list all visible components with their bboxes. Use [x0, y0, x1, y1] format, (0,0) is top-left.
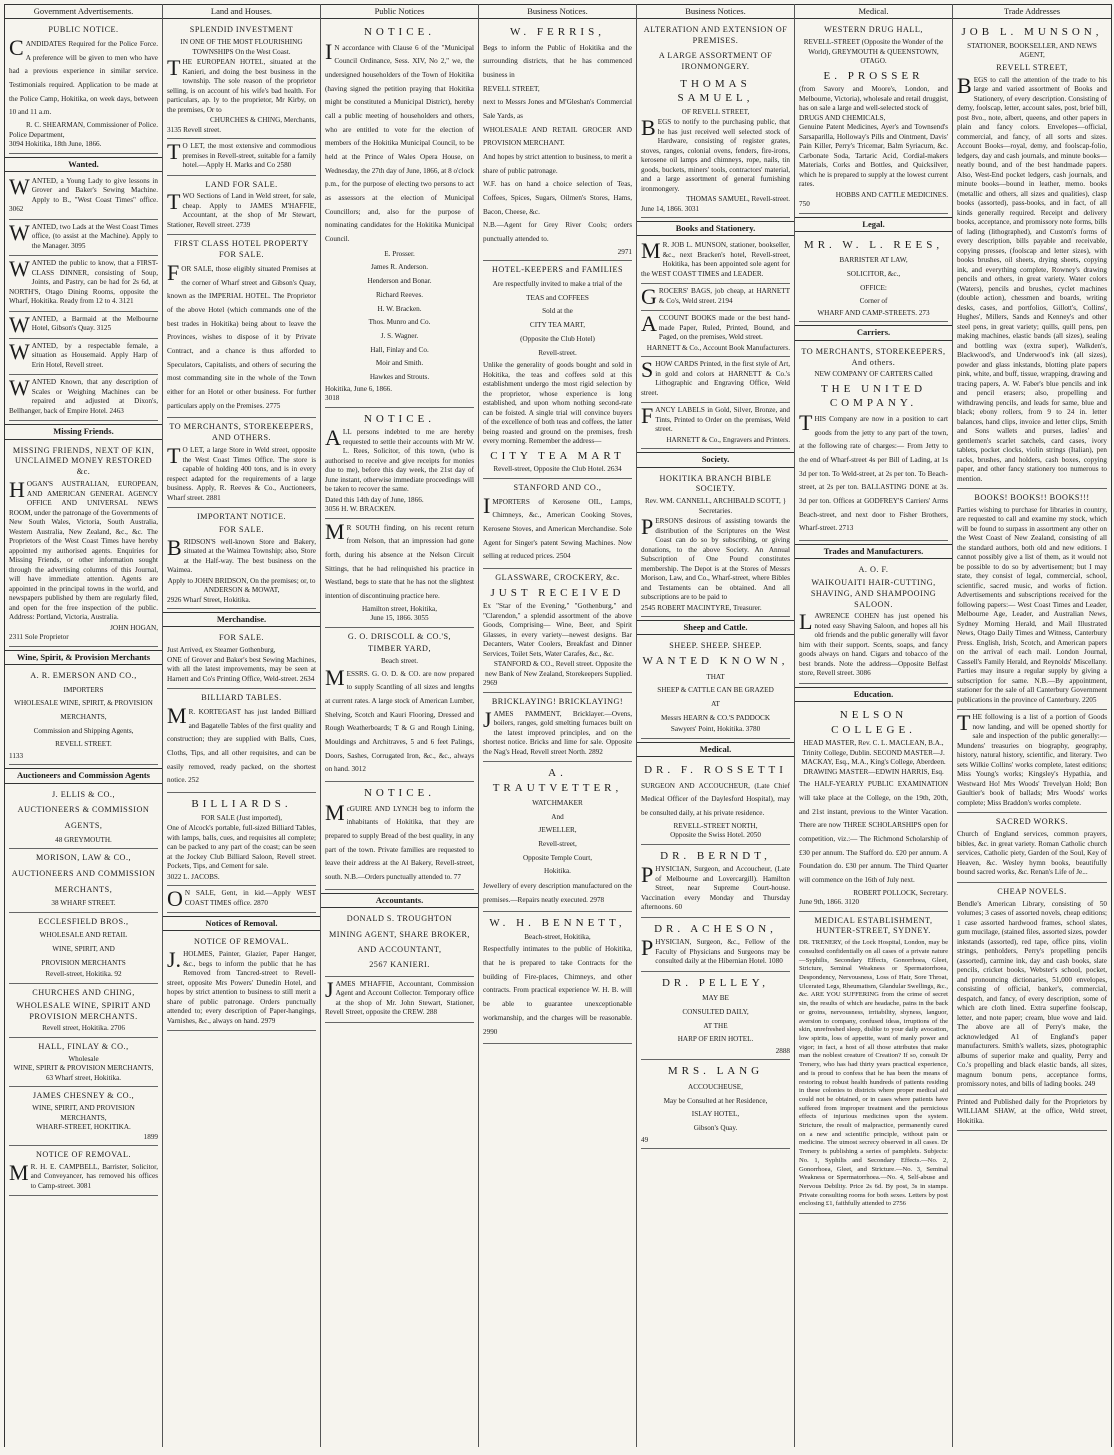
- ad-mrs-lang: [641, 1060, 790, 1149]
- ad-cheap-novels: [957, 883, 1107, 1095]
- ad-hair-saloon: [799, 561, 948, 684]
- ad-title: BRICKLAYING! BRICKLAYING!: [491, 696, 624, 706]
- ad-number: 2969: [483, 679, 498, 688]
- ad-mr-south: [325, 519, 474, 628]
- ad-body: IN accordance with Clause 6 of the "Municipal Council Ordinance, Sess. XIV, No 2," we, the undersigned householders of the Town of Hokitika (having signed the petition praying that Hokitika might be constituted a Municipal District), hereby call a public meeting of householders and others, who are entitled to vote for the election of members of the Hokitika Municipal Council, to be held at the Prince of Wales Opera House, on Wednesday, the 27th day of June, 1866, at 8 o'clock p.m., for the purpose of electing two persons to act as assessors at the election of Municipal Councillors; and, also for the purpose of nominating candidates for the Hokitika Municipal Council.: [325, 38, 474, 244]
- ad-date: June 15, 1866. 3055: [370, 614, 429, 623]
- ad-number: 49: [641, 1135, 649, 1144]
- ad-pelley: [641, 972, 790, 1061]
- ad-address: WHARF AND CAMP-STREETS. 273: [817, 308, 930, 317]
- ad-address: 2567 KANIERI.: [369, 959, 430, 969]
- ad-subtitle: FOR SALE (Just imported),: [200, 813, 283, 822]
- section-head-merchandise: Merchandise.: [163, 612, 320, 627]
- ad-body: MR. H. E. CAMPBELL, Barrister, Solicitor, and Conveyancer, has removed his offices to Camp-street. 3081: [9, 1159, 158, 1190]
- ad-ellis: [9, 786, 158, 849]
- signer: Thos. Munro and Co.: [368, 318, 431, 327]
- ad-subtitle: STATIONER, BOOKSELLER, AND NEWS AGENT,: [967, 41, 1097, 60]
- ad-body: FANCY LABELS in Gold, Silver, Bronze, and Tints, Printed to Order on the premises, Weld street.: [641, 403, 790, 434]
- ad-body: JAMES M'HAFFIE, Accountant, Commission Agent and Account Collector. Temporary office at the shop of Mr. John Stewart, Stationer, Revell Street, opposite the CREW. 288: [325, 976, 474, 1017]
- ad-head: GLASSWARE, CROCKERY, &c.: [495, 572, 620, 582]
- ad-subtitle: Are respectfully invited to make a trial of the TEAS and COFFEES Sold at the CITY TEA MART, (Opposite the Club Hotel) Revell-street.: [492, 280, 623, 357]
- section-head-books: Books and Stationery.: [637, 221, 794, 236]
- ad-body: MAY BE CONSULTED DAILY, AT THE HARP OF ERIN HOTEL.: [677, 994, 754, 1044]
- ad-body: WANTED, two Lads at the West Coast Times office, (to assist at the Machine). Apply to the Manager. 3095: [9, 219, 158, 250]
- ad-title: W. H. BENNETT,: [489, 917, 626, 930]
- section-head-wine: Wine, Spirit, & Provision Merchants: [5, 650, 162, 665]
- ad-title: JOB L. MUNSON,: [961, 26, 1103, 39]
- ad-body: Jewellery of every description manufactured on the premises.—Repairs neatly executed. 2978: [483, 882, 632, 904]
- ad-stanford: [483, 479, 632, 569]
- ad-subtitle: A LARGE ASSORTMENT OF IRONMONGERY.: [658, 50, 773, 71]
- ad-body: WANTED the public to know, that a FIRST-CLASS DINNER, consisting of Soup, Joints, and Pastry, can be had for 2s 6d, at NORTH'S, Otago Dining Rooms, opposite the Wharf, Hokitika. Ready from 12 to 4. 3121: [9, 256, 158, 306]
- ad-fancy-labels: [641, 403, 790, 449]
- ad-chesney: [9, 1087, 158, 1146]
- ad-body: Bendle's American Library, consisting of 50 volumes; 3 cases of assorted novels, cheap editions; 1 case assorted hardwood frames, school slates, gum mucilage, (stained files, assorted sizes, powder inkstands (assorted), red tape, office pins, violin strings, penholders, Perry's propelling pencils (assorted), carmine ink, day and cash books, slate pencils, cricket books, Webster's school, pocket, and pronouncing dictionaries, 51,000 envelopes, consisting of official, banker's, commercial, despatch, and fancy, of every description, some of which are cloth lined. Extra superfine foolscap, letter, and note paper; cream, blue wove and laid. The above are all of Perry's make, the acknowledged A1 of England's paper manufacturers. Smith's wallets, sizes, photographic albums of superior make and quality, Perry and Co.'s propelling and black elastic bands, all sizes, magnum bonum pens, acceptance forms, promissory notes, and bills of lading books. 249: [957, 899, 1107, 1089]
- ad-dept: Police Department,: [9, 130, 65, 139]
- ad-goods-list: [957, 710, 1107, 813]
- ad-title: FIRST CLASS HOTEL PROPERTY FOR SALE.: [174, 239, 309, 260]
- ad-footer: Opposite the Swiss Hotel. 2050: [670, 831, 761, 840]
- ad-body: BRIDSON'S well-known Store and Bakery, situated at the Waimea Township; also, Store at the Half-way. The best business on the Waimea.: [167, 534, 316, 575]
- ad-body: The HALF-YEARLY PUBLIC EXAMINATION will take place at the College, on the 19th, 20th, and 21st instant, previous to the Winter Vacation. There are now THREE SCHOLARSHIPS open for competition, viz.:— The Richmond Scholarship of £30 per annum. The Stafford do. £20 per annum. A Foundation do. £30 per annum. The Third Quarter will commence on the 16th of July next.: [799, 780, 948, 884]
- ad-wanted-3: [9, 256, 158, 312]
- ad-title: NOTICE.: [363, 412, 436, 425]
- section-head-missing: Missing Friends.: [5, 424, 162, 439]
- ad-address: Revell-street, Hokitika. 92: [45, 970, 122, 979]
- ad-body: Church of England services, common prayers, bibles, &c. in great variety. Roman Catholic church services, Catholic piety, Garden of the Soul, Key of Heaven, &c. Wesley hymn books, beautifully bound sacred works, &c. Renan's Life of Je...: [957, 830, 1107, 877]
- ad-name: E. PROSSER: [823, 69, 924, 82]
- ad-date: Hokitika, June 6, 1866.: [325, 384, 393, 393]
- column-5: [637, 4, 795, 1447]
- ad-title: HOKITIKA BRANCH BIBLE SOCIETY.: [659, 473, 772, 494]
- ad-wanted-5: [9, 339, 158, 376]
- ad-address: 48 GREYMOUTH.: [55, 835, 112, 844]
- section-head-public-notices: Public Notices: [321, 4, 478, 19]
- ad-title: MISSING FRIENDS, NEXT OF KIN, UNCLAIMED MONEY RESTORED &c.: [12, 445, 155, 477]
- ad-body: AUCTIONEERS & COMMISSION AGENTS,: [17, 805, 150, 831]
- column-4: [479, 4, 637, 1447]
- ad-body: SURGEON AND ACCOUCHEUR, (Late Chief Medical Officer of the Daylesford Hospital), may be consulted daily, at his private residence.: [641, 781, 790, 817]
- ad-title: NOTICE OF REMOVAL.: [193, 937, 290, 947]
- ad-number: 1133: [9, 751, 24, 760]
- signer: James R. Anderson.: [370, 263, 429, 272]
- ad-body: BARRISTER AT LAW, SOLICITOR, &c., OFFICE: Corner of: [839, 256, 908, 306]
- ad-address: REVELL-STREET NORTH,: [673, 821, 758, 830]
- section-head-removal: Notices of Removal.: [163, 916, 320, 931]
- ad-title: A. O. F.: [858, 565, 889, 575]
- ad-troughton: [325, 910, 474, 977]
- ad-body: LAWRENCE COHEN has just opened his noted easy Shaving Saloon, and hopes all his old friends and the public generally will favor him with their support. Scents, soaps, and fancy goods always on hand. Cigars and tobacco of the best brands. Note the address—Opposite Belfast store, Revell street. 3086: [799, 609, 948, 678]
- ad-name: THOMAS SAMUEL,: [677, 77, 754, 105]
- ad-body: WANTED, by a respectable female, a situation as Housemaid. Apply Harp of Erin Hotel, Revell street.: [9, 338, 158, 369]
- ad-body: AUCTIONEERS AND COMMISSION MERCHANTS,: [11, 868, 156, 894]
- ad-name: THE UNITED COMPANY.: [820, 382, 927, 410]
- newspaper-page: [4, 4, 1112, 1447]
- ad-date: June 14, 1866. 3031: [641, 204, 700, 213]
- section-head-sheep: Sheep and Cattle.: [637, 620, 794, 635]
- ad-wanted-1: [9, 174, 158, 220]
- signer-list: [325, 248, 474, 385]
- ad-body: MINING AGENT, SHARE BROKER, AND ACCOUNTANT,: [329, 929, 470, 955]
- ad-title: A. TRAUTVETTER,: [492, 767, 623, 794]
- ad-address: Revell-street, Opposite the Club Hotel. 2634: [493, 465, 622, 474]
- ad-body: WHOLESALE WINE, SPIRIT AND PROVISION MERCHANTS.: [16, 1000, 151, 1021]
- ad-glassware: [483, 569, 632, 693]
- section-head-education: Education.: [795, 687, 952, 702]
- ad-public-notice: [9, 21, 158, 153]
- ad-title: SACRED WORKS.: [995, 817, 1069, 827]
- ad-body: Unlike the generality of goods bought and sold in Hokitika, the teas and coffees sold at this establishment undergo the most rigid selection by the proprietor, whose experience is long established, and upon whom nothing second-rate can be foisted. A single trial will convince buyers of the excellence of both teas and coffees, the latter being roasted and ground on the premises, fresh every morning. Remember the address—: [483, 361, 632, 446]
- ad-title: HALL, FINLAY & CO.,: [38, 1041, 129, 1051]
- ad-address: 63 Wharf street, Hokitika.: [45, 1073, 122, 1082]
- signer: H. W. Bracken.: [377, 304, 422, 313]
- ad-berndt: [641, 845, 790, 918]
- ad-title: ECCLESFIELD BROS.,: [38, 916, 129, 926]
- section-head-medical: Medical.: [637, 742, 794, 757]
- ad-body: TWO Sections of Land in Weld street, for sale, cheap. Apply to JAMES M'HAFFIE, Accountant, at the shop of Mr Stewart, Stationer, Revell street. 2739: [167, 189, 316, 229]
- ad-title: SPLENDID INVESTMENT: [189, 25, 294, 35]
- ad-title: DR. ACHESON,: [654, 922, 777, 935]
- ad-churches-ching: [9, 984, 158, 1038]
- section-head-business: Business Notices.: [479, 4, 636, 19]
- ad-ecclesfield: [9, 913, 158, 984]
- ad-title: J. ELLIS & CO.,: [52, 789, 115, 799]
- ad-title: IMPORTANT NOTICE.: [196, 512, 287, 522]
- section-head-trade-addresses: Trade Addresses: [953, 4, 1111, 19]
- ad-trenery: [799, 912, 948, 1214]
- ad-bennett: [483, 912, 632, 1044]
- ad-title: DONALD S. TROUGHTON: [346, 913, 453, 923]
- ad-western-drug-hall: [799, 21, 948, 213]
- signer: Richard Reeves.: [375, 290, 424, 299]
- ad-body: PHYSICIAN, Surgeon, and Accoucheur, (Late of Melbourne and Lovercargill). Hamilton Street, near Supreme Court-house. Vaccination every Monday and Thursday afternoons. 60: [641, 862, 790, 912]
- ad-signature: JOHN HOGAN,: [110, 623, 158, 632]
- ad-subtitle: WAIKOUAITI HAIR-CUTTING, SHAVING, AND SHAMPOOING SALOON.: [810, 577, 937, 609]
- ad-title: CHURCHES AND CHING,: [32, 987, 135, 997]
- ad-signature: 3056 H. W. BRACKEN.: [325, 505, 396, 514]
- ad-body: J.HOLMES, Painter, Glazier, Paper Hanger, &c., begs to inform the public that he has Removed from Tancred-street to Revell-street, opposite Mrs Powers' Dunedin Hotel, and hopes by strict attention to business to still merit a share of public patronage. Orders punctually attended to; every description of Paper-hangings, Varnishes, &c., always on hand. 2979: [167, 947, 316, 1025]
- ad-subtitle: FOR SALE.: [219, 524, 264, 534]
- ad-title: ALTERATION AND EXTENSION OF PREMISES.: [643, 25, 788, 46]
- ad-title: MRS. LANG: [667, 1065, 764, 1078]
- ad-title: WESTERN DRUG HALL,: [824, 25, 923, 35]
- ad-footer: 3135 Revell street.: [167, 125, 222, 134]
- ad-number: 2888: [775, 1046, 790, 1055]
- ad-body: ON SALE, Gent, in kid.—Apply WEST COAST TIMES office. 2870: [167, 886, 316, 912]
- ad-address: OF REVELL STREET,: [681, 107, 750, 116]
- signer: Henderson and Bonar.: [367, 277, 432, 286]
- ad-munson-agent: [641, 238, 790, 284]
- ad-body: CANDIDATES Required for the Police Force. A preference will be given to men who have had a previous experience in similar service. Testimonials required. Application to be made at the Police Camp, Hokitika, on week days, between 10 and 11 a.m.: [9, 35, 158, 117]
- ad-united-company: [799, 343, 948, 541]
- column-2: [163, 4, 321, 1447]
- section-head-legal: Legal.: [795, 217, 952, 232]
- ad-account-books: [641, 311, 790, 357]
- ad-body: Begs to inform the Public of Hokitika and the surrounding districts, that he has commenced business in REVELL STREET, next to Messrs Jones and M'Gleshan's Commercial Sale Yards, as WHOLESALE AND RETAIL GROCER AND PROVISION MERCHANT. And hopes by strict attention to business, to merit a share of public patronage. W.F. has on hand a choice selection of Teas, Coffees, Spices, Sugars, Oilmen's Stores, Hams, Bacon, Cheese, &c. N.B.—Agent for Grey River Cools; orders punctually attended to.: [483, 43, 632, 244]
- ad-subtitle: TIMBER YARD,: [367, 644, 431, 654]
- ad-number: 2971: [617, 247, 632, 256]
- ad-body: ACCOUCHEUSE, May be Consulted at her Residence, ISLAY HOTEL, Gibson's Quay.: [663, 1082, 768, 1132]
- ad-morison: [9, 849, 158, 912]
- ad-address: Beach-street, Hokitika,: [524, 932, 591, 941]
- ad-staff: HEAD MASTER, Rev. C. L. MACLEAN, B.A., Trinity College, Dublin. SECOND MASTER—J. MACKAY, Esq., M.A., King's College, Aberdeen. DRAWING MASTER—EDWIN HARRIS, Esq.: [801, 739, 946, 776]
- ad-body: WHOLESALE AND RETAIL WINE, SPIRIT, AND PROVISION MERCHANTS: [39, 931, 128, 967]
- ad-body: THIS Company are now in a position to cart goods from the jetty to any part of the town, at the following rate of charges:— From Jetty to the end of Wharf-street 4s per Bill of Lading, at 1s 3d per ton. To Weld-street, at 2s per ton. To Beach-street, at 2s per ton. BALLASTING DONE at 3s. 3d per ton. Offices at GODFREY'S Carriers' Arms Beach-street, and next door to Fisher Brothers, Wharf-street. 2713: [799, 409, 948, 533]
- ad-wanted-4: [9, 312, 158, 339]
- ad-address: 38 WHARF STREET.: [51, 899, 116, 908]
- ad-footer: 3022 L. JACOBS.: [167, 872, 220, 881]
- ad-title: PUBLIC NOTICE.: [48, 25, 119, 35]
- ad-signature: HARNETT & Co., Engravers and Printers.: [666, 435, 790, 444]
- section-head-accountants: Accountants.: [321, 893, 478, 908]
- ad-body: ALL persons indebted to me are hereby requested to settle their accounts with Mr W. L. Rees, Solicitor, of this town, (who is authorised to receive and give receipts for monies due to me), before this day week, the 21st day of June instant, otherwise immediate proceedings will be taken to recover the same.: [325, 425, 474, 494]
- imprint-text: Printed and Published daily for the Proprietors by WILLIAM SHAW, at the office, Weld street, Hokitika.: [957, 1097, 1107, 1125]
- ad-body: IMPORTERS WHOLESALE WINE, SPIRIT, & PROVISION MERCHANTS, Commission and Shipping Agents, REVELL STREET.: [14, 685, 153, 749]
- ad-land-for-sale: [167, 176, 316, 236]
- ad-munson: [957, 21, 1107, 489]
- ad-body: THAT SHEEP & CATTLE CAN BE GRAZED AT Messrs HEARN & CO.'S PADDOCK: [657, 672, 774, 722]
- ad-title: SHEEP. SHEEP. SHEEP.: [669, 641, 762, 651]
- ad-show-cards: [641, 357, 790, 403]
- ad-municipal-notice: [325, 21, 474, 407]
- ad-sacred-works: [957, 813, 1107, 882]
- ad-wanted-2: [9, 220, 158, 257]
- signer: E. Prosser.: [384, 249, 415, 258]
- ad-to-merchants: [167, 418, 316, 508]
- ad-title: NOTICE OF REMOVAL.: [35, 1150, 132, 1160]
- ad-subtitle: NEW COMPANY OF CARTERS Called: [814, 370, 933, 379]
- ad-books: [957, 489, 1107, 710]
- ad-body: DR. TRENERY, of the Lock Hospital, London, may be consulted confidentially on all cases of a private nature—Syphilis, Secondary Effects, Gonorrhoea, Gleet, Stricture, Seminal Weakness or Spermatorrhoea, Despondency, Nervousness, Loss of Hair, Sore Throat, Ulcerated Legs, Rheumatism, Glandular Swellings, &c., &c. ARE YOU SUFFERING from the crime of secret sin, the results of which are headache, pains in the back or groins, nervousness, irritability, shyness, languor, aversion to company, confused ideas, irruptions of the skin, unrefreshed sleep, dislike to your daily avocation, low spirits, loss of appetite, want of manly power and vigor; in fact, a host of all those attributes that make man the noblest creature of Creation? If so, consult Dr Trenery, who has had thirty years practical experience, and is proud to confess that he has been the means of restoring to robust health hundreds of patients residing in these colonies to districts where proper medical aid could not be obtained, or in cases where patients have suffered from improper treatment and the pernicious effects of injurious medicines upon the system. Stricture, the result of malpractice, permanently cured on a new and scientific principle, without pain or medicine. The utmost secrecy observed in all cases. Dr Trenery is publishing a series of pamphlets. Subjects: No. 1, Syphilis and Secondary Effects.—No. 2, Gonorrhoea, Gleet, and Stricture.—No. 3, Seminal Weakness or Spermatorrhoea.—No. 4, Self-abuse and Nervous Debility. Price 2s 6d. By post, 3s in stamps. Private consulting rooms for both sexes. Letters by post enclosing £1, faithfully attended to 2756: [799, 939, 948, 1208]
- ad-signature: THOMAS SAMUEL, Revell-street.: [686, 195, 790, 204]
- ad-number: 3018: [325, 394, 340, 403]
- ad-body: PHYSICIAN, Surgeon, &c., Fellow of the Faculty of Physicians and Surgeons may be consulted daily at the Hibernian Hotel. 1080: [641, 935, 790, 966]
- signer: Hall, Finlay and Co.: [370, 345, 429, 354]
- ad-number: 750: [799, 200, 810, 209]
- ad-body: BEGS to call the attention of the trade to his large and varied assortment of Books and Stationery, of every description. Consisting of demy, foolscap, letter, account sales, post, brief bill, post 8vo., note, albert, queens, and other papers in plain and fancy colors. Envelopes—official, commercial, and fancy, of all sorts and sizes. Account Books—royal, demy, and foolscap-folio, ledgers, day and cash journals, and minute books—neatly bound, and of the best handmade papers. Also, West-End pocket ledgers, cash journals, and minute books—bound in leather, memo. books (metallic and others, all sizes and qualities), clasp books (assorted), pass-books, and in fact, of all kinds generally required. Receipt and delivery books, acceptance, and promissory note forms, bills of lading (lithographed), and Custom's forms of every description, bills payable and receivable, copying presses, (foolscap and letter sizes), with books brushes, oil sheets, drying sheets, copying ink, and everything complete, Rowney's drawing pencils and others, in great variety. Water colors (Waters), pencils and brushes, cyclet machines (double action), chessmen and boards, writing desks, cases, and portfolios, Gillott's, Collins', Hughes', Millers, Sands and Kenney's and other steel pens, in great variety; quills, quill pens, pen making machines, elastic bands (all sizes), sealing and bottling wax (extra super), Walkden's, Blackwood's, and Underwood's ink (all sizes), powder and glass inkstands, blotting plate papers pink, white, and buff, tissue, wrapping, drawing and tracing papers, A. W. Faber's blue pencils and ink and pencil erasers; also, propelling and withdrawing pencils, and leads for same, blue and black; ebony rollers, from 9 to 24 in. letter balances, hand clips, invoice and letter clips, Smith and Sons wallets and purses, ladies' and gentlemen's scarlet satchels, card cases, ivory tablets, pocket clocks, violin strings (Italian), pen racks, brushes, and holders, cash boxes, copying paper, and other fancy stationery too numerous to mention.: [957, 72, 1107, 483]
- section-head-business-2: Business Notices.: [637, 4, 794, 19]
- ad-title: BOOKS! BOOKS!! BOOKS!!!: [974, 493, 1090, 503]
- ad-footer: 2311 Sole Proprietor: [9, 633, 69, 641]
- ad-title: DR. F. ROSSETTI: [644, 764, 787, 777]
- ad-title: BILLIARD TABLES.: [201, 693, 282, 703]
- ad-signature: STANFORD & CO., Revell street. Opposite the new Bank of New Zealand, Storekeepers Supplied.: [485, 660, 632, 678]
- ad-bible-society: [641, 470, 790, 618]
- ad-subtitle: WATCHMAKER And JEWELLER, Revell-street, Opposite Temple Court, Hokitika.: [522, 799, 593, 876]
- ad-title: G. O. DRISCOLL & CO.'S,: [347, 631, 452, 641]
- ad-nelson-college: [799, 704, 948, 911]
- ad-to-let: [167, 139, 316, 176]
- ad-trautvetter: [483, 762, 632, 912]
- ad-footer: 2926 Wharf Street, Hokitika.: [167, 595, 251, 604]
- ad-signature: R. C. SHEARMAN, Commissioner of Police.: [26, 121, 158, 130]
- ad-driscoll: [325, 628, 474, 783]
- ad-signature: CHURCHES & CHING, Merchants,: [209, 116, 316, 125]
- ad-body: WANTED, a Young Lady to give lessons in Grover and Baker's Sewing Machine. Apply to B., "West Coast Times" office. 3062: [9, 173, 158, 214]
- ad-body: HOGAN'S AUSTRALIAN, EUROPEAN, AND AMERICAN GENERAL AGENCY OFFICE AND UNIVERSAL NEWS ROOM, under the patronage of the Governments of New South Wales, Victoria, South Australia, Western Australia, New Zealand, &c., &c. The Proprietors of the West Coast Times have hereby appointed my authorised agents. Enquiries for Missing Friends, or other information sought through the advertising columns of this Journal, will have immediate attention. Agents are appointed in the principal towns in the world, and newspapers published by them are regularly filed, and open for the free inspection of the public. Address: Portland, Victoria, Australia.: [9, 477, 158, 621]
- ad-title: MR. W. L. REES,: [803, 238, 944, 251]
- ad-address: Beach street.: [380, 657, 419, 666]
- ad-title: A. R. EMERSON AND CO.,: [30, 670, 137, 680]
- ad-address: WHARF-STREET, HOKITIKA.: [36, 1123, 131, 1132]
- ad-city-tea-mart: [483, 261, 632, 478]
- ad-date: Dated this 14th day of June, 1866.: [325, 495, 424, 504]
- ad-body: Ex "Star of the Evening," "Gothenburg," and "Clarendon," a splendid assortment of the above Goods, Comprising— Wine, Beer, and Spirit Glasses, in every variety—newest designs. Bar Decanters, Water Coolers, Breakfast and Dinner Services, Toilet Sets, Water Carafes, &c., &c.: [483, 602, 632, 658]
- ad-subtitle: IN ONE OF THE MOST FLOURISHING TOWNSHIPS On the West Coast.: [180, 38, 303, 56]
- ad-important-notice: [167, 508, 316, 609]
- ad-address: Revell street, Hokitika. 2706: [42, 1024, 125, 1033]
- ad-title: LAND FOR SALE.: [205, 179, 278, 189]
- ad-removal: [9, 1146, 158, 1196]
- section-head-trades: Trades and Manufacturers.: [795, 544, 952, 559]
- ad-billiard-tables: [167, 689, 316, 793]
- column-6: [795, 4, 953, 1447]
- ad-body: Parties wishing to purchase for libraries in country, are requested to call and examine my stock, which will be found to surpass in assortment any other on the West Coast of New Zealand, consisting of all the standard authors, both old and new editions. I cannot possibly give a list of them, as it would not be possible to do so by advertisement; but I may state, they consist of legal, commercial, school, scientific, sacred music, and works of fiction. Advertisements and subscriptions received for the following papers:— West Coast Times and Leader, Melbourne Age, Leader, and Australian News, Sydney Morning Herald, and Mail Illustrated News, Otago Daily Times and Witness, Canterbury Press. English, Irish, Scotch, and American papers on the arrival of each mail. London Journal, Cassell's Family Herald, and Reynolds' Miscellany. Parties may insure a regular supply by giving a subscription for same. N.B.—By appointment, stationer for the sale of all Canterbury Government publications in the province of Canterbury. 2205: [957, 505, 1107, 704]
- ad-body: PERSONS desirous of assisting towards the distribution of the Scriptures on the West Coast can do so by subscribing, or giving donations, to the above Society. An Annual Subscription of One Pound constitutes membership. The Depot is at the Stores of Messrs Morison, Law, and Co., Wharf-street, where Bibles and Testaments can be obtained. And all subscriptions are to be paid to: [641, 514, 790, 602]
- section-head-auctioneers: Auctioneers and Commission Agents: [5, 768, 162, 783]
- ad-body: TO LET, a large Store in Weld street, opposite the West Coast Times Office. The store is capable of holding 400 tons, and is in every respect adapted for the requirements of a large business. Apply, R. Reeves & Co., Auctioneers, Wharf street. 2881: [167, 443, 316, 502]
- ad-bracken-notice: [325, 408, 474, 519]
- ad-rees: [799, 234, 948, 323]
- ad-gent-on-sale: [167, 886, 316, 913]
- ad-apply: Apply to JOHN BRIDSON, On the premises; or, to: [167, 576, 316, 585]
- ad-body: MR SOUTH finding, on his recent return from Nelson, that an impression had gone forth, during his absence at the Nelson Circuit Sittings, that he had relinquished his practice in Westland, begs to state that he has not the slightest intention of discontinuing practice here.: [325, 518, 474, 600]
- ad-number: 1899: [143, 1132, 158, 1141]
- ad-missing-friends: [9, 442, 158, 647]
- ad-body: MR. KORTEGAST has just landed Billiard and Bagatelle Tables of the first quality and construction; they are supplied with Balls, Cues, Cloths, Tips, and all other requisites, and can be easily removed, ready packed, on the shortest notice. 252: [167, 703, 316, 785]
- section-head-government: Government Advertisements.: [5, 4, 162, 19]
- ad-title: TO MERCHANTS, STOREKEEPERS, And others.: [801, 346, 946, 367]
- ad-body: Wholesale WINE, SPIRIT & PROVISION MERCHANTS,: [13, 1054, 154, 1073]
- column-3: [321, 4, 479, 1447]
- ad-grocers-bags: [641, 284, 790, 311]
- ad-body: MR. JOB L. MUNSON, stationer, bookseller, &c., next Bracken's hotel, Revell-street, Hokitika, has been appointed sole agent for the WEST COAST TIMES and LEADER.: [641, 238, 790, 278]
- ad-body: BEGS to notify to the purchasing public, that he has just received well selected stock of Hardware, consisting of register grates, stoves, ranges, colonial ovens, fenders, fire-irons, kerosene oil lamps and chimneys, rope, nails, tin goods, buckets, miners' tools, contractors' material, and a large assortment of general furnishing ironmongery.: [641, 115, 790, 193]
- ad-sheep-grazing: [641, 637, 790, 739]
- ad-body: FOR SALE, those eligibly situated Premises at the corner of Wharf street and Gibson's Quay, known as the IMPERIAL HOTEL. The Proprietor of the above Hotel (which commands one of the best trades in Hokitika) being about to leave the Provinces, wishes to dispose of it by Private Contract, and a chance is thus afforded to Speculators, Capitalists, and others of securing the most commanding site in the whole of the Town either for an Hotel or other business. For further particulars apply on the Premises. 2775: [167, 260, 316, 410]
- ad-splendid-investment: [167, 21, 316, 139]
- ad-body: THE following is a list of a portion of Goods now landing, and will be opened shortly for sale and inspection of the public generally:— Mundens' treasuries on biography, geography, history, natural history, scientific, and literary. Two sets Wilkie Collins' works complete, latest editions; Miss Young's works; Kingsley's Hypathia, and Westward Ho! Mrs Woods' Trevelyan Hold; Bon Gaultier's book of ballads; Mrs Woods' works complete; Miss Braddon's works complete.: [957, 710, 1107, 807]
- ad-wanted-6: [9, 375, 158, 421]
- ad-title: BILLIARDS.: [191, 798, 292, 811]
- ad-thomas-samuel: [641, 21, 790, 218]
- ad-body: TO LET, the most extensive and commodious premises in Revell-street, suitable for a family hotel.—Apply H. Marks and Co 2580: [167, 139, 316, 170]
- ad-title: DR. BERNDT,: [660, 849, 771, 862]
- ad-body: THE EUROPEAN HOTEL, situated at the Kanieri, and doing the best business in the township. The sole reason of the proprietor selling, is on account of his wife's bad health. For particulars, ap. ly to the proprietor, Mr Kirby, on the premises, Or to: [167, 55, 316, 114]
- ad-rossetti: [641, 759, 790, 845]
- ad-sewing-machines: [167, 629, 316, 689]
- ad-wanted-known: WANTED KNOWN,: [642, 655, 789, 668]
- ad-title: MEDICAL ESTABLISHMENT, HUNTER-STREET, SYDNEY.: [814, 915, 933, 936]
- ad-signature: HOBBS AND CATTLE MEDICINES.: [835, 190, 948, 199]
- ad-address: REVELL STREET,: [996, 62, 1068, 72]
- ad-title: HOTEL-KEEPERS and FAMILIES: [491, 265, 624, 275]
- ad-body: (from Savory and Moore's, London, and Melbourne, Victoria), wholesale and retail druggist, has on sale a large and well-selected stock of DRUGS AND CHEMICALS, Genuine Patent Medicines, Ayer's and Townsend's Sarsaparilla, Holloway's Pills and Ointment, Davis' Pain Killer, Perry's Tricemar, Balm Syriacum, &c. Carbonate Soda, Tartaric Acid, Cordial-makers Materials, Corks and Bottles, and Quicksilver, which he is prepared to supply at the lowest current rates.: [799, 85, 948, 189]
- ad-signature: HARNETT & Co., Account Book Manufacturers.: [646, 343, 790, 352]
- ad-title: W. FERRIS,: [510, 26, 605, 39]
- ad-title: STANFORD AND CO.,: [513, 482, 602, 492]
- ad-bricklaying: [483, 693, 632, 762]
- ad-footer: 3094 Hokitika, 18th June, 1866.: [9, 140, 102, 149]
- ad-body: WANTED, a Barmaid at the Melbourne Hotel, Gibson's Quay. 3125: [9, 311, 158, 337]
- ad-body: MESSRS. G. O. D. & CO. are now prepared to supply Scantling of all sizes and lengths at current rates. A large stock of American Lumber, Shelving, Scotch and Kauri Flooring, Dressed and Rough Weatherboards; T & G and Rough Lining, Mouldings and Architraves, 5 and 6 feet Palings, Doors, Sashes, Corrugated Iron, &c., &c., always on hand. 3012: [325, 664, 474, 774]
- ad-title: JUST RECEIVED: [490, 586, 625, 599]
- ad-acheson: [641, 918, 790, 972]
- ad-title: NOTICE.: [363, 26, 436, 39]
- section-head-society: Society.: [637, 452, 794, 467]
- printer-imprint: [957, 1095, 1107, 1132]
- ad-mart-name: CITY TEA MART: [490, 449, 625, 462]
- ad-body: WINE, SPIRIT, AND PROVISION MERCHANTS,: [32, 1104, 135, 1122]
- column-1: [5, 4, 163, 1447]
- ad-body: IMPORTERS of Kerosene OIL, Lamps, Chimneys, &c., American Cooking Stoves, Kerosene Stoves, and American Merchandise. Sole Agent for Singer's patent Sewing Machines. Now selling at reduced prices. 2504: [483, 492, 632, 561]
- ad-title: DR. PELLEY,: [661, 976, 770, 989]
- ad-title: JAMES CHESNEY & CO.,: [32, 1091, 135, 1101]
- ad-body: JAMES PAMMENT, Bricklayer.—Ovens, boilers, ranges, gold smelting furnaces built on the latest improved principles, and on the shortest notice. Bricks and lime for sale. Opposite the Nag's Head, Revell street North. 2892: [483, 706, 632, 756]
- column-7: [953, 4, 1111, 1447]
- ad-signature: ROBERT POLLOCK, Secretary.: [853, 888, 948, 897]
- ad-subtitle: REVELL-STREET (Opposite the Wonder of the World), GREYMOUTH & QUEENSTOWN, OTAGO.: [803, 38, 944, 66]
- ad-mhaffie: [325, 977, 474, 1023]
- ad-title: MORISON, LAW & CO.,: [35, 853, 132, 863]
- ad-address: Sawyers' Point, Hokitika. 3780: [670, 725, 761, 734]
- section-head-wanted: Wanted.: [5, 157, 162, 172]
- ad-title: CHEAP NOVELS.: [997, 886, 1067, 896]
- ad-billiards: [167, 793, 316, 886]
- signer: Hawkes and Strouts.: [369, 372, 430, 381]
- signer: J. S. Wagner.: [380, 331, 419, 340]
- ad-address: Hamilton street, Hokitika,: [361, 604, 438, 613]
- ad-hall-finlay: [9, 1038, 158, 1087]
- section-head-medical-2: Medical.: [795, 4, 952, 19]
- ad-ferris: [483, 21, 632, 261]
- ad-title: NOTICE.: [363, 787, 436, 800]
- ad-body: One of Alcock's portable, full-sized Billiard Tables, with lamps, balls, cues, and requisites all complete; can be packed to any part of the coast; can be seen at the Jockey Club Billiard Saloon, Revell street. Pockets, Tips, and Cement for sale.: [167, 824, 316, 871]
- ad-holmes-removal: [167, 933, 316, 1031]
- ad-body: Respectfully intimates to the public of Hokitika, that he is prepared to take Contracts for the building of Fire-places, Chimneys, and other contracts. From practical experience W. H. B. will be able to guarantee unexceptionable workmanship, and the charges will be reasonable. 2990: [483, 945, 632, 1036]
- ad-first-class-hotel: [167, 235, 316, 418]
- ad-mcguire-lynch: [325, 782, 474, 890]
- ad-signature: ANDERSON & MOWAT,: [203, 586, 280, 595]
- section-head-carriers: Carriers.: [795, 325, 952, 340]
- ad-title: FOR SALE.: [219, 633, 264, 643]
- ad-officers: Rev. WM. CANNELL, ARCHIBALD SCOTT, } Secretaries.: [644, 497, 787, 515]
- ad-signature: 2545 ROBERT MACINTYRE, Treasurer.: [641, 603, 762, 612]
- ad-date: June 9th, 1866. 3120: [799, 898, 860, 907]
- ad-title: TO MERCHANTS, STOREKEEPERS, AND OTHERS.: [169, 422, 314, 443]
- section-head-land: Land and Houses.: [163, 4, 320, 19]
- ad-body: ACCOUNT BOOKS made or the best hand-made Paper, Ruled, Printed, Bound, and Paged, on the premises, Weld street.: [641, 311, 790, 342]
- ad-body: McGUIRE AND LYNCH beg to inform the inhabitants of Hokitika, that they are prepared to supply Bread of the best quality, in any part of the town. Private families are requested to leave their address at the Al Bakery, Revell-street, south. N.B.—Orders punctually attended to. 77: [325, 799, 474, 881]
- ad-emerson: [9, 667, 158, 766]
- ad-body: WANTED Known, that any description of Scales or Weighing Machines can be repaired and adjusted at Dixon's, Bellhanger, back of Empire Hotel. 2463: [9, 375, 158, 415]
- ad-body: SHOW CARDS Printed, in the first style of Art, in gold and colors at HARNETT & Co.'s Lithographic and Engraving Office, Weld street.: [641, 357, 790, 397]
- ad-title: NELSON COLLEGE.: [831, 709, 916, 736]
- ad-body: Just Arrived, ex Steamer Gothenburg, ONE of Grover and Baker's best Sewing Machines, with all the latest improvements, may be seen at Harnett and Co's Printing Office, Weld-street. 2634: [167, 646, 316, 683]
- ad-body: GROCERS' BAGS, job cheap, at HARNETT & Co's, Weld street. 2194: [641, 284, 790, 310]
- signer: Moir and Smith.: [375, 359, 424, 368]
